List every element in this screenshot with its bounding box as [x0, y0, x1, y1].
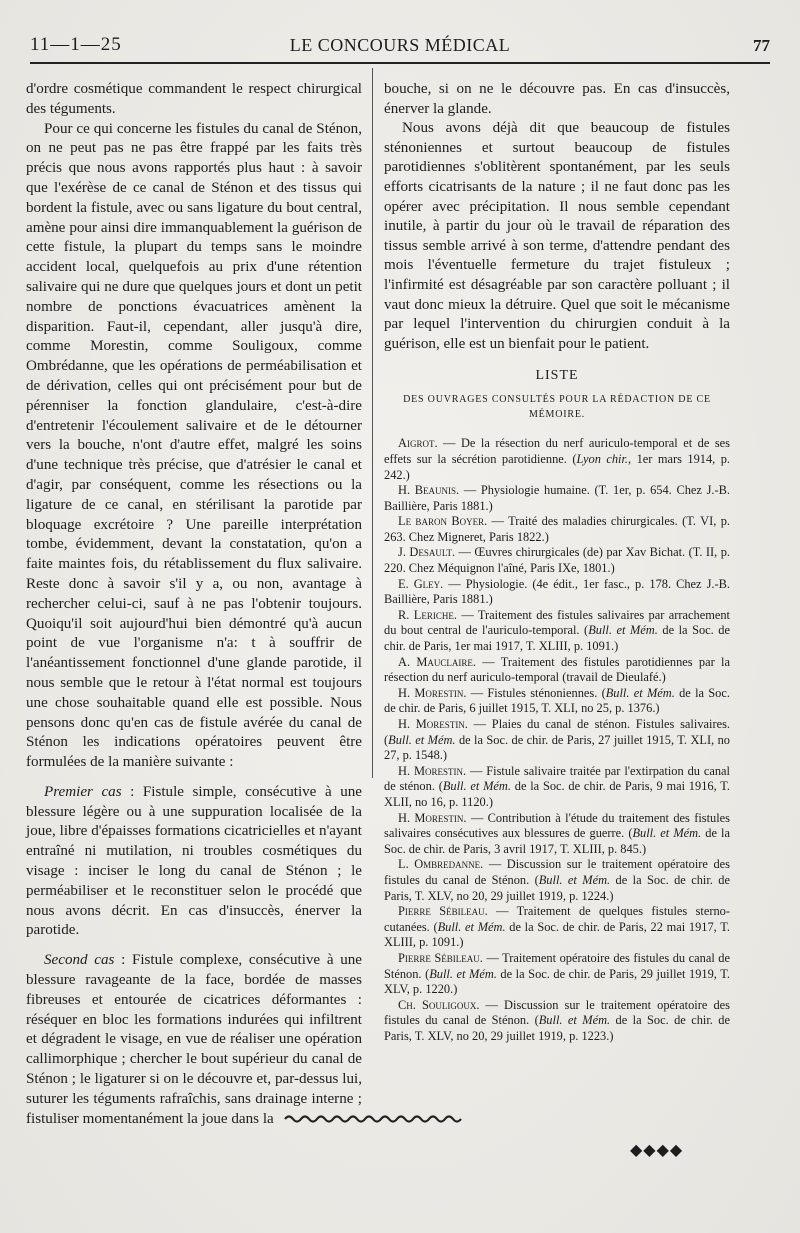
reference-details: de la Soc. de chir. de Paris, 6 juillet 1915, T. XLI, no 25, p. 1376.) [384, 685, 730, 716]
reference-details: , 1er mars 1914, p. 242.) [384, 451, 730, 482]
paragraph: bouche, si on ne le découvre pas. En cas d'insuccès, énerver la glande. [384, 81, 730, 117]
section-title: LISTE [535, 368, 579, 384]
running-header [30, 32, 770, 64]
reference-journal: Bull. et Mém. [538, 872, 611, 887]
journal-title: LE CONCOURS MÉDICAL [289, 35, 511, 55]
reference-entry [384, 514, 730, 545]
reference-list [384, 436, 730, 1044]
reference-text: — Physiologie humaine. (T. 1er, p. 654. Chez J.-B. Baillière, Paris 1881.) [384, 483, 730, 513]
reference-author: H. Morestin. [398, 685, 467, 700]
paragraph [26, 951, 362, 1129]
reference-journal: Bull. et Mém. [588, 623, 658, 638]
case-label: Premier cas [44, 783, 122, 800]
issue-date: 11—1—25 [30, 34, 122, 55]
reference-entry [384, 857, 730, 904]
reference-author: J. Desault. [398, 545, 456, 560]
page-number: 77 [753, 36, 770, 55]
paragraph: Pour ce qui concerne les fistules du canal de Sténon, on ne peut pas ne pas être frappé par les faits très précis que nous avons rapportés plus haut : à savoir que l'exérèse de ce canal de Sténon et des tissus qui bordent la fistule, avec ou sans ligature du bout central, amène pour ainsi dire immanquablement la guérison de cette fistule, la plupart du temps sans le moindre accident local, quelquefois au prix d'une rétention salivaire qui ne dure que quelques jours et dont un petit nombre de ponctions évacuatrices amènent la disparition. Faut-il, cependant, aller jusqu'à dire, comme Morestin, comme Souligoux, comme Ombrédanne, que les opérations de perméabilisation et de dérivation, celles qui ont précisément pour but de pérenniser la fonction glandulaire, c'est-à-dire d'entretenir l'écoulement salivaire et de le détourner vers la bouche, n'ont d'autre effet, malgré les soins d'une technique très précise, que d'atrésier le canal et d'agir, par conséquent, comme les résections ou la ligature de ce canal, en stérilisant la parotide par bloquage excrétoire ? Une pareille interprétation tombe, évidemment, devant la constatation, qu'on a faite maintes fois, du rétablissement du flux salivaire. Reste donc à savoir s'il y a, ou non, avantage à rechercher celui-ci, sauf à ne pas l'obtenir toujours. Quoiqu'il soit aujourd'hui bien démontré qu'à aucun point de vue l'organisme n'a: t à souffrir de l'anéantissement fonctionnel d'une glande parotide, il nous semble que le retour à l'état normal est toujours une chose souhaitable quand elle est possible. Nous pensons donc qu'en cas de fistule avérée du canal de Sténon les indications opératoires peuvent être formulées de la manière suivante : [26, 120, 362, 771]
reference-text: — Traitement opératoire des fistules du canal de Sténon. ( [384, 950, 730, 981]
reference-entry [384, 951, 730, 998]
reference-author: Pierre Sébileau. [398, 904, 488, 919]
reference-journal: Bull. et Mém. [437, 919, 506, 934]
reference-author: Ch. Souligoux. [398, 997, 480, 1012]
paragraph [26, 783, 362, 941]
section-subtitle: DES OUVRAGES CONSULTÉS POUR LA RÉDACTION DE CE MÉMOIRE. [403, 394, 711, 421]
reference-author: Pierre Sébileau. [398, 950, 483, 965]
reference-entry [384, 436, 730, 483]
right-column [384, 80, 730, 1044]
left-column [26, 80, 362, 1129]
reference-journal: Lyon chir. [576, 451, 629, 466]
reference-entry [384, 811, 730, 858]
reference-text: — Traitement des fistules salivaires par arrachement du bout central de l'auriculo-temporal. ( [384, 607, 730, 638]
reference-text: — Traitement de quelques fistules sterno-cutanées. ( [384, 904, 730, 934]
case-label: Second cas [44, 952, 115, 969]
reference-text: — Discussion sur le traitement opératoire des fistules du canal de Sténon. ( [384, 857, 731, 887]
reference-details: de la Soc. de chir. de Paris, 27 juillet 1915, T. XLI, no 27, p. 1548.) [384, 732, 730, 763]
reference-text: — Contribution à l'étude du traitement des fistules salivaires consécutives aux blessures de guerre. ( [384, 810, 730, 841]
reference-author: R. Leriche. [398, 607, 457, 622]
case-text: : Fistule complexe, consécutive à une blessure ravageante de la face, bordée de masses fibreuses et entourée de cicatrices déformantes : réséquer en bloc les formations indurées qui infiltrent et dégradent le visage, en vue de réaliser une opération callimorphique ; chercher le bout supérieur du canal de Sténon ; le ligaturer si on le découvre et, par-dessus lui, suturer les téguments rafraîchis, sans drainage interne ; fistuliser momentanément la joue dans la [26, 952, 362, 1127]
reference-entry [384, 577, 730, 608]
end-wave-rule [283, 1113, 463, 1125]
reference-details: de la Soc. de chir. de Paris, 29 juillet 1919, T. XLV, p. 1220.) [384, 966, 730, 997]
reference-text: — De la résection du nerf auriculo-temporal et de ses effets sur la sécrétion parotidienne. ( [384, 436, 730, 466]
reference-entry [384, 904, 730, 951]
reference-text: — Physiologie. (4e édit., 1er fasc., p. 178. Chez J.-B. Baillière, Paris 1881.) [384, 576, 730, 607]
reference-text: — Plaies du canal de sténon. Fistules salivaires. ( [384, 717, 731, 747]
reference-text: — Traité des maladies chirurgicales. (T. VI, p. 263. Chez Migneret, Paris 1822.) [384, 514, 730, 544]
reference-entry [384, 655, 730, 686]
paragraph: Nous avons déjà dit que beaucoup de fistules sténoniennes et surtout beaucoup de fistules parotidiennes s'oblitèrent spontanément, par les seuls efforts cicatrisants de la nature ; il ne faut donc pas les opérer avec précipitation. Il nous semble cependant inutile, à partir du jour où le travail de réparation des tissus semble arrivé à son terme, d'attendre pendant des mois l'éventuelle fermeture du trajet fistuleux ; l'infirmité est désagréable par son caractère polluant ; il vaut donc mieux la détruire. Quel que soit le mécanisme par lequel l'intervention du chirurgien conduit à la guérison, elle est un bienfait pour le patient. [384, 120, 730, 352]
reference-entry [384, 608, 730, 655]
reference-details: de la Soc. de chir. de Paris, 22 mai 1917, T. XLIII, p. 1091.) [384, 919, 730, 950]
reference-details: de la Soc. de chir. de Paris, T. XLV, no 20, 29 juillet 1919, p. 1223.) [384, 1013, 730, 1043]
reference-author: H. Morestin. [398, 810, 467, 825]
reference-text: — Traitement des fistules parotidiennes par la résection du nerf auriculo-temporal (travail de Dieulafé.) [384, 654, 730, 685]
reference-text: — Discussion sur le traitement opératoire des fistules du canal de Sténon. ( [384, 997, 730, 1028]
column-divider [372, 68, 373, 778]
reference-author: A. Mauclaire. [398, 654, 476, 669]
fleuron-ornament: ◆◆◆◆ [630, 1142, 684, 1159]
case-text: : Fistule simple, consécutive à une blessure légère ou à une suppuration localisée de la joue, libre d'épaisses formations cicatricielles et n'ayant entraîné ni mutilation, ni troubles cosmétiques du visage : inciser le long du canal de Sténon ; le perméabiliser et le reconstituer selon le procédé que nous avons décrit. En cas d'insuccès, énerver la parotide. [26, 783, 362, 939]
reference-journal: Bull. et Mém. [632, 826, 702, 841]
reference-details: de la Soc. de chir. de Paris, 1er mai 1917, T. XLIII, p. 1091.) [384, 623, 731, 654]
paragraph: d'ordre cosmétique commandent le respect chirurgical des téguments. [26, 81, 362, 117]
reference-author: H. Beaunis. [398, 483, 460, 498]
reference-entry [384, 686, 730, 717]
reference-author: E. Gley. [398, 576, 444, 591]
reference-entry [384, 545, 730, 576]
reference-text: — Fistules sténoniennes. ( [466, 685, 606, 700]
reference-details: de la Soc. de chir. de Paris, T. XLV, no 20, 29 juillet 1919, p. 1224.) [384, 872, 730, 903]
reference-journal: Bull. et Mém. [538, 1013, 611, 1028]
reference-journal: Bull. et Mém. [605, 685, 675, 700]
reference-details: de la Soc. de chir. de Paris, 3 avril 1917, T. XLIII, p. 845.) [384, 826, 730, 856]
reference-author: H. Morestin. [398, 763, 467, 778]
reference-text: — Fistule salivaire traitée par l'extirpation du canal de sténon. ( [384, 763, 730, 794]
reference-text: — Œuvres chirurgicales (de) par Xav Bichat. (T. II, p. 220. Chez Méquignon l'aîné, Paris IXe, 1801.) [384, 545, 730, 576]
reference-journal: Bull. et Mém. [442, 779, 511, 794]
reference-entry [384, 483, 730, 514]
reference-entry [384, 764, 730, 811]
reference-entry [384, 717, 730, 764]
reference-author: Le baron Boyer. [398, 514, 488, 529]
reference-author: Aigrot. [398, 436, 438, 451]
reference-details: de la Soc. de chir. de Paris, 9 mai 1916, T. XLII, no 16, p. 1120.) [384, 779, 730, 809]
reference-entry [384, 998, 730, 1045]
reference-journal: Bull. et Mém. [388, 732, 456, 747]
reference-author: L. Ombredanne. [398, 857, 484, 872]
reference-journal: Bull. et Mém. [429, 966, 497, 981]
reference-author: H. Morestin. [398, 717, 468, 731]
